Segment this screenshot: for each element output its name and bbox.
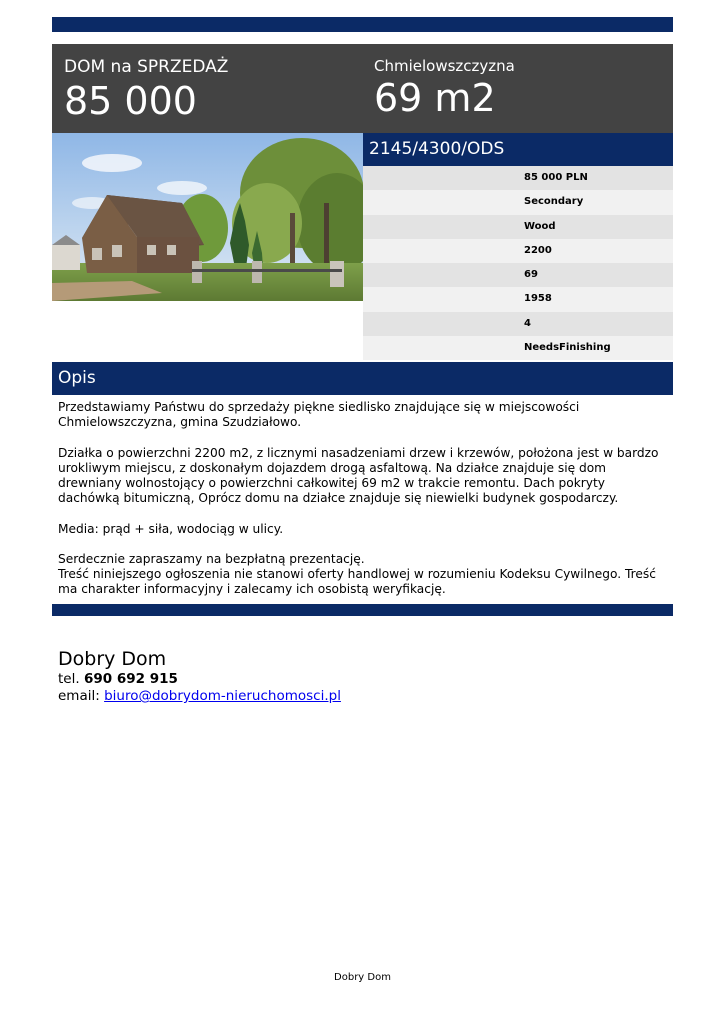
email-label: email: xyxy=(58,688,100,704)
phone-label: tel. xyxy=(58,671,80,687)
detail-row-material xyxy=(363,215,673,239)
detail-value: Secondary xyxy=(524,196,584,208)
email-link[interactable]: biuro@dobrydom-nieruchomosci.pl xyxy=(104,688,341,704)
contact-block xyxy=(58,647,658,705)
bottom-accent-bar xyxy=(52,604,673,616)
detail-row-market xyxy=(363,190,673,214)
top-accent-bar xyxy=(52,17,673,32)
details-table xyxy=(363,166,673,360)
listing-header xyxy=(52,44,673,133)
email-line xyxy=(58,688,658,705)
listing-area: 69 m2 xyxy=(374,76,496,120)
description-paragraph: Przedstawiamy Państwu do sprzedaży piękne siedlisko znajdujące się w miejscowości Chmielowszczyzna, gmina Szudziałowo. xyxy=(58,400,580,430)
detail-value: 1958 xyxy=(524,293,552,305)
property-photo xyxy=(52,133,363,301)
detail-value: Wood xyxy=(524,220,556,232)
detail-value: NeedsFinishing xyxy=(524,342,611,354)
detail-row-price xyxy=(363,166,673,190)
detail-value: 4 xyxy=(524,317,531,329)
listing-reference: 2145/4300/ODS xyxy=(363,133,673,166)
description-heading: Opis xyxy=(52,362,673,395)
detail-row-year xyxy=(363,287,673,311)
listing-type: DOM na SPRZEDAŻ xyxy=(64,57,229,77)
description-body xyxy=(58,400,668,613)
phone-number: 690 692 915 xyxy=(83,671,178,687)
detail-value: 69 xyxy=(524,269,538,281)
description-paragraph: Serdecznie zapraszamy na bezpłatną prezentację. xyxy=(58,551,365,566)
phone-line xyxy=(58,671,658,688)
detail-value: 85 000 PLN xyxy=(524,172,588,183)
description-paragraph: Media: prąd + siła, wodociąg w ulicy. xyxy=(58,521,284,536)
description-paragraph: Działka o powierzchni 2200 m2, z licznymi nasadzeniami drzew i krzewów, położona jest w bardzo urokliwym miejscu, z doskonałym dojazdem drogą asfaltową. Na działce znajduje się dom drewniany wolnostojący o powierzchni całkowitej 69 m2 w trakcie remontu. Dach pokryty dachówką bitumiczną, Oprócz domu na działce znajduje się niewielki budynek gospodarczy. xyxy=(58,445,659,506)
detail-row-condition xyxy=(363,336,673,360)
agency-name: Dobry Dom xyxy=(58,648,167,670)
listing-location: Chmielowszczyzna xyxy=(374,57,515,75)
description-disclaimer: Treść niniejszego ogłoszenia nie stanowi oferty handlowej w rozumieniu Kodeksu Cywilnego. Treść ma charakter informacyjny i zalecamy ich osobistą weryfikację. xyxy=(58,567,656,597)
detail-row-rooms xyxy=(363,312,673,336)
detail-row-area xyxy=(363,263,673,287)
page-footer: Dobry Dom xyxy=(334,972,391,983)
listing-price: 85 000 xyxy=(64,79,197,123)
detail-row-plot-area xyxy=(363,239,673,263)
detail-value: 2200 xyxy=(524,244,552,256)
